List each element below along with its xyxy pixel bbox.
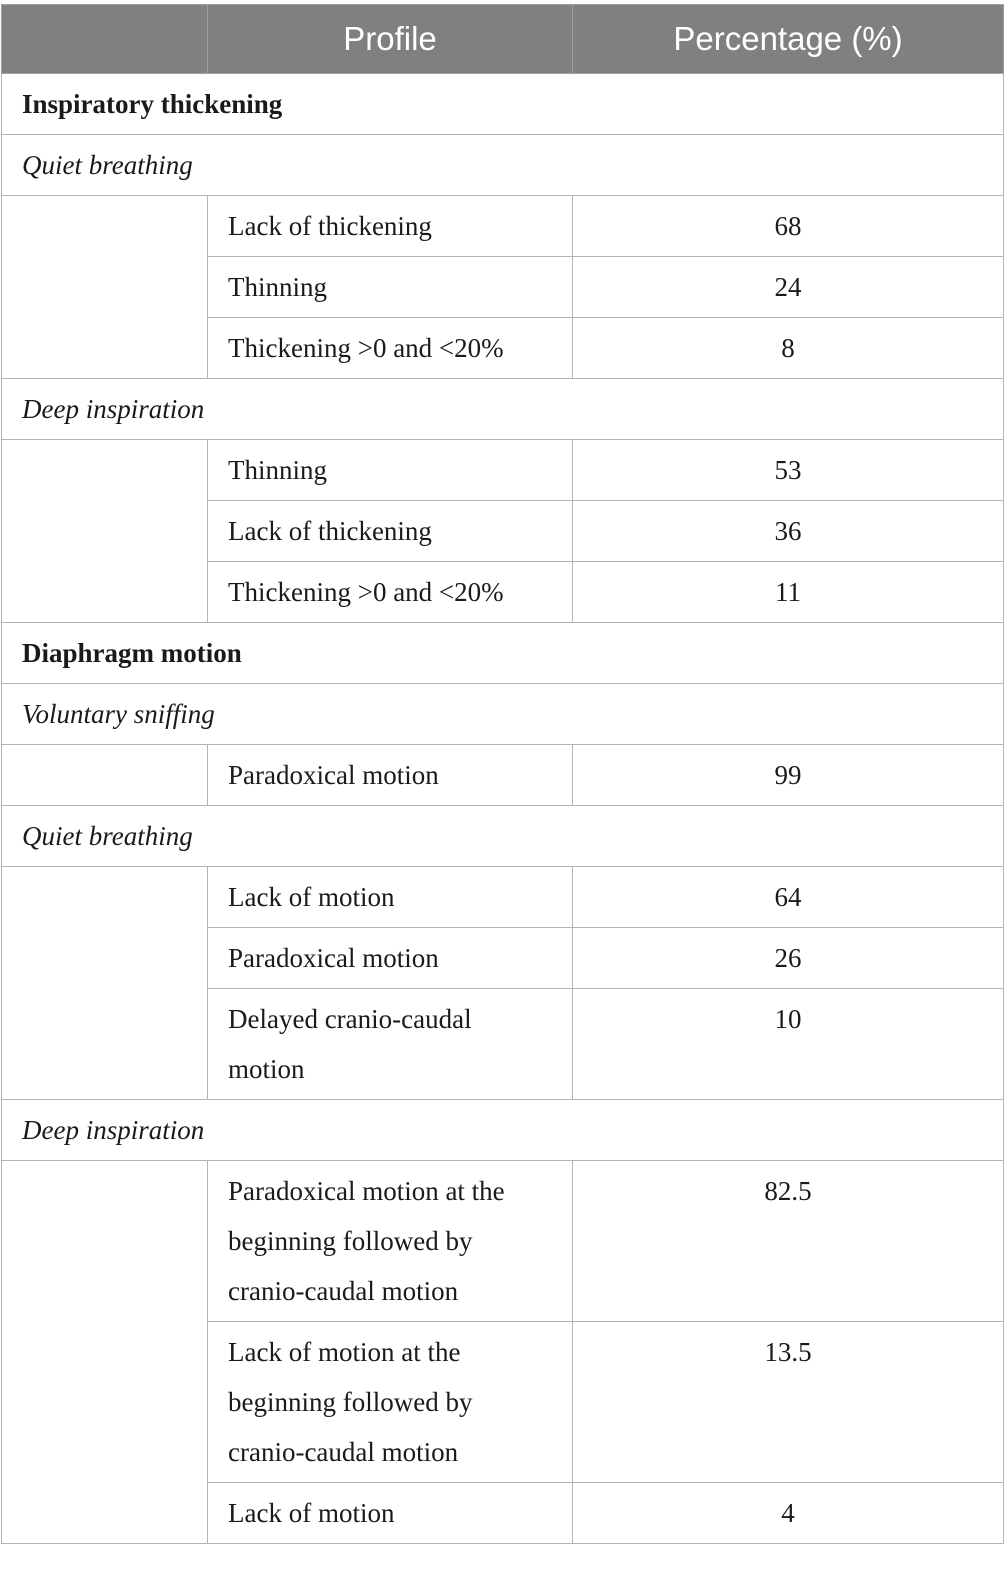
profile-cell: Paradoxical motion: [208, 928, 573, 989]
percentage-cell: 99: [573, 745, 1004, 806]
profile-cell: Thickening >0 and <20%: [208, 318, 573, 379]
section-row: [2, 623, 1004, 684]
percentage-cell: 26: [573, 928, 1004, 989]
percentage-cell: 24: [573, 257, 1004, 318]
profile-cell: Lack of thickening: [208, 501, 573, 562]
table-row: [2, 196, 1004, 257]
header-row: [2, 5, 1004, 74]
header-percentage: Percentage (%): [573, 5, 1004, 74]
profile-cell: Thinning: [208, 440, 573, 501]
empty-cell: [2, 745, 208, 806]
subsection-label: Deep inspiration: [2, 379, 1004, 440]
subsection-row: [2, 135, 1004, 196]
subsection-row: [2, 1100, 1004, 1161]
table-row: [2, 867, 1004, 928]
percentage-cell: 82.5: [573, 1161, 1004, 1322]
profile-cell: Thinning: [208, 257, 573, 318]
percentage-cell: 4: [573, 1483, 1004, 1544]
empty-cell: [2, 1161, 208, 1544]
subsection-row: [2, 379, 1004, 440]
percentage-cell: 68: [573, 196, 1004, 257]
subsection-row: [2, 684, 1004, 745]
subsection-label: Quiet breathing: [2, 806, 1004, 867]
subsection-row: [2, 806, 1004, 867]
empty-cell: [2, 867, 208, 1100]
profile-cell: Paradoxical motion: [208, 745, 573, 806]
profile-cell: Paradoxical motion at the beginning followed by cranio-caudal motion: [208, 1161, 573, 1322]
percentage-cell: 13.5: [573, 1322, 1004, 1483]
percentage-cell: 64: [573, 867, 1004, 928]
subsection-label: Quiet breathing: [2, 135, 1004, 196]
profile-table: [1, 4, 1004, 1544]
profile-cell: Lack of motion: [208, 867, 573, 928]
percentage-cell: 11: [573, 562, 1004, 623]
subsection-label: Voluntary sniffing: [2, 684, 1004, 745]
profile-cell: Delayed cranio-caudal motion: [208, 989, 573, 1100]
subsection-label: Deep inspiration: [2, 1100, 1004, 1161]
percentage-cell: 53: [573, 440, 1004, 501]
empty-cell: [2, 440, 208, 623]
percentage-cell: 8: [573, 318, 1004, 379]
header-profile: Profile: [208, 5, 573, 74]
header-blank: [2, 5, 208, 74]
section-row: [2, 74, 1004, 135]
table-row: [2, 440, 1004, 501]
profile-cell: Lack of motion: [208, 1483, 573, 1544]
table-row: [2, 1161, 1004, 1322]
empty-cell: [2, 196, 208, 379]
profile-cell: Lack of thickening: [208, 196, 573, 257]
percentage-cell: 10: [573, 989, 1004, 1100]
percentage-cell: 36: [573, 501, 1004, 562]
section-label: Diaphragm motion: [2, 623, 1004, 684]
table-row: [2, 745, 1004, 806]
section-label: Inspiratory thickening: [2, 74, 1004, 135]
profile-cell: Thickening >0 and <20%: [208, 562, 573, 623]
profile-cell: Lack of motion at the beginning followed by cranio-caudal motion: [208, 1322, 573, 1483]
